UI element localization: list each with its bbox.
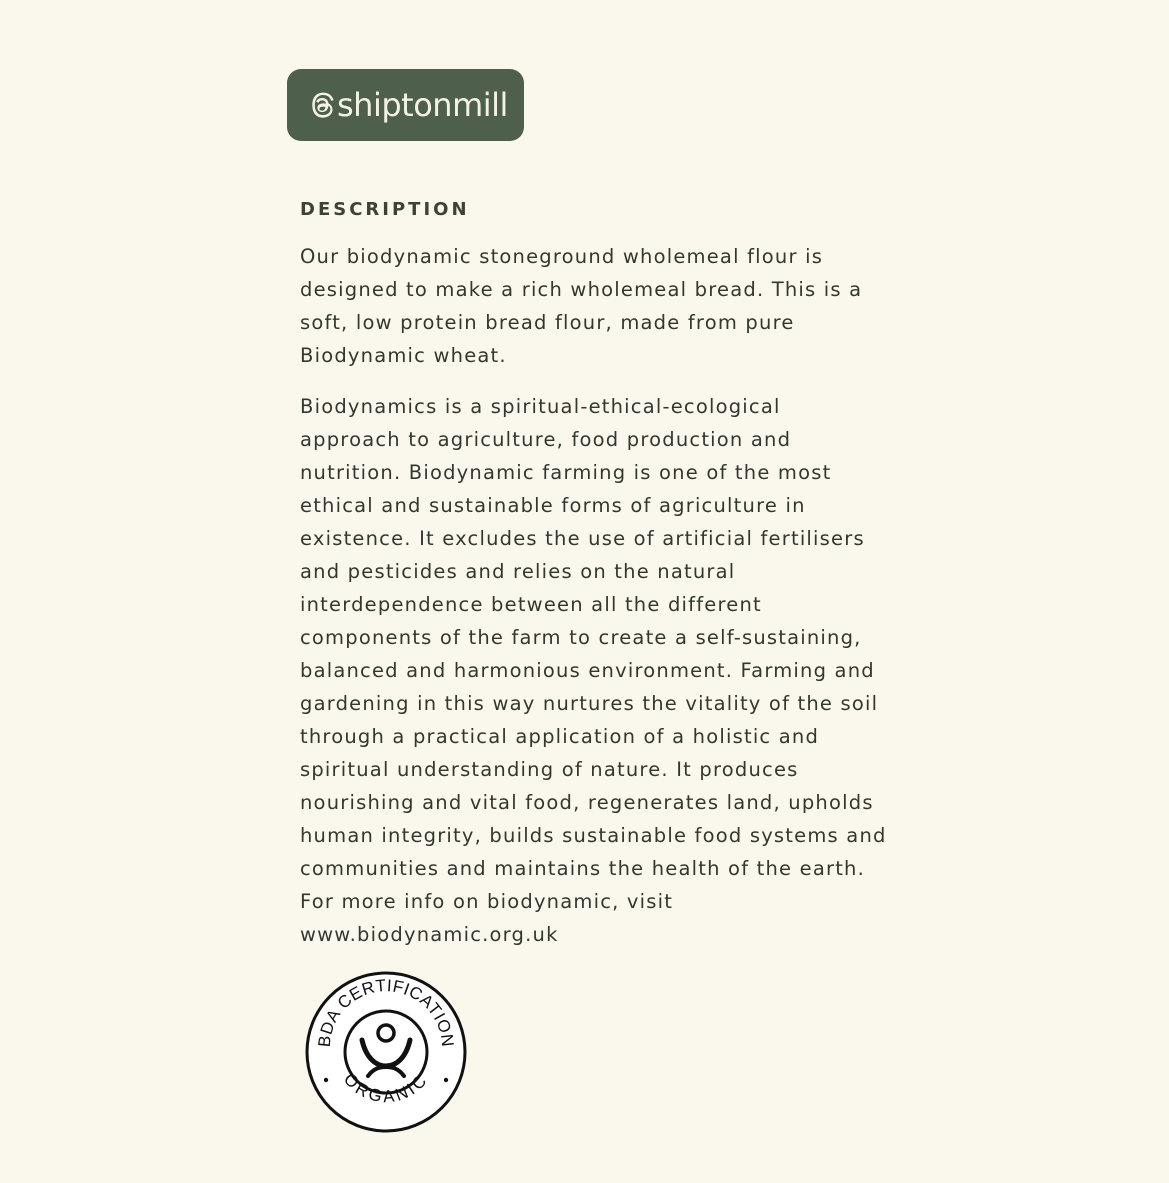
text-line: spiritual understanding of nature. It produces: [300, 758, 799, 781]
description-heading: DESCRIPTION: [300, 199, 470, 220]
seal-top-text: BDA CERTIFICATION: [314, 975, 458, 1048]
text-line: existence. It excludes the use of artificial fertilisers: [300, 527, 865, 550]
threads-handle-text: shiptonmill: [337, 86, 508, 124]
text-line: For more info on biodynamic, visit: [300, 890, 674, 913]
text-line: communities and maintains the health of the earth.: [300, 857, 866, 880]
bda-certification-seal-icon: [304, 970, 468, 1134]
description-paragraph-1: [300, 240, 940, 372]
text-line: components of the farm to create a self-sustaining,: [300, 626, 862, 649]
biodynamic-link[interactable]: www.biodynamic.org.uk: [300, 923, 559, 946]
text-line: human integrity, builds sustainable food systems and: [300, 824, 887, 847]
text-line: balanced and harmonious environment. Farming and: [300, 659, 875, 682]
description-body: [300, 240, 940, 951]
threads-icon: [309, 89, 335, 121]
text-line: gardening in this way nurtures the vitality of the soil: [300, 692, 879, 715]
threads-handle-badge[interactable]: [287, 69, 524, 141]
text-line: approach to agriculture, food production and: [300, 428, 792, 451]
text-line: designed to make a rich wholemeal bread. This is a: [300, 278, 863, 301]
text-line: nutrition. Biodynamic farming is one of the most: [300, 461, 832, 484]
text-line: through a practical application of a holistic and: [300, 725, 820, 748]
seal-bottom-text: ORGANIC: [339, 1069, 433, 1107]
text-line: Biodynamics is a spiritual-ethical-ecological: [300, 395, 781, 418]
description-paragraph-2: [300, 390, 940, 951]
text-line: and pesticides and relies on the natural: [300, 560, 736, 583]
text-line: Our biodynamic stoneground wholemeal flour is: [300, 245, 824, 268]
text-line: interdependence between all the different: [300, 593, 762, 616]
text-line: soft, low protein bread flour, made from pure: [300, 311, 795, 334]
text-line: Biodynamic wheat.: [300, 344, 507, 367]
text-line: ethical and sustainable forms of agriculture in: [300, 494, 806, 517]
text-line: nourishing and vital food, regenerates land, upholds: [300, 791, 874, 814]
